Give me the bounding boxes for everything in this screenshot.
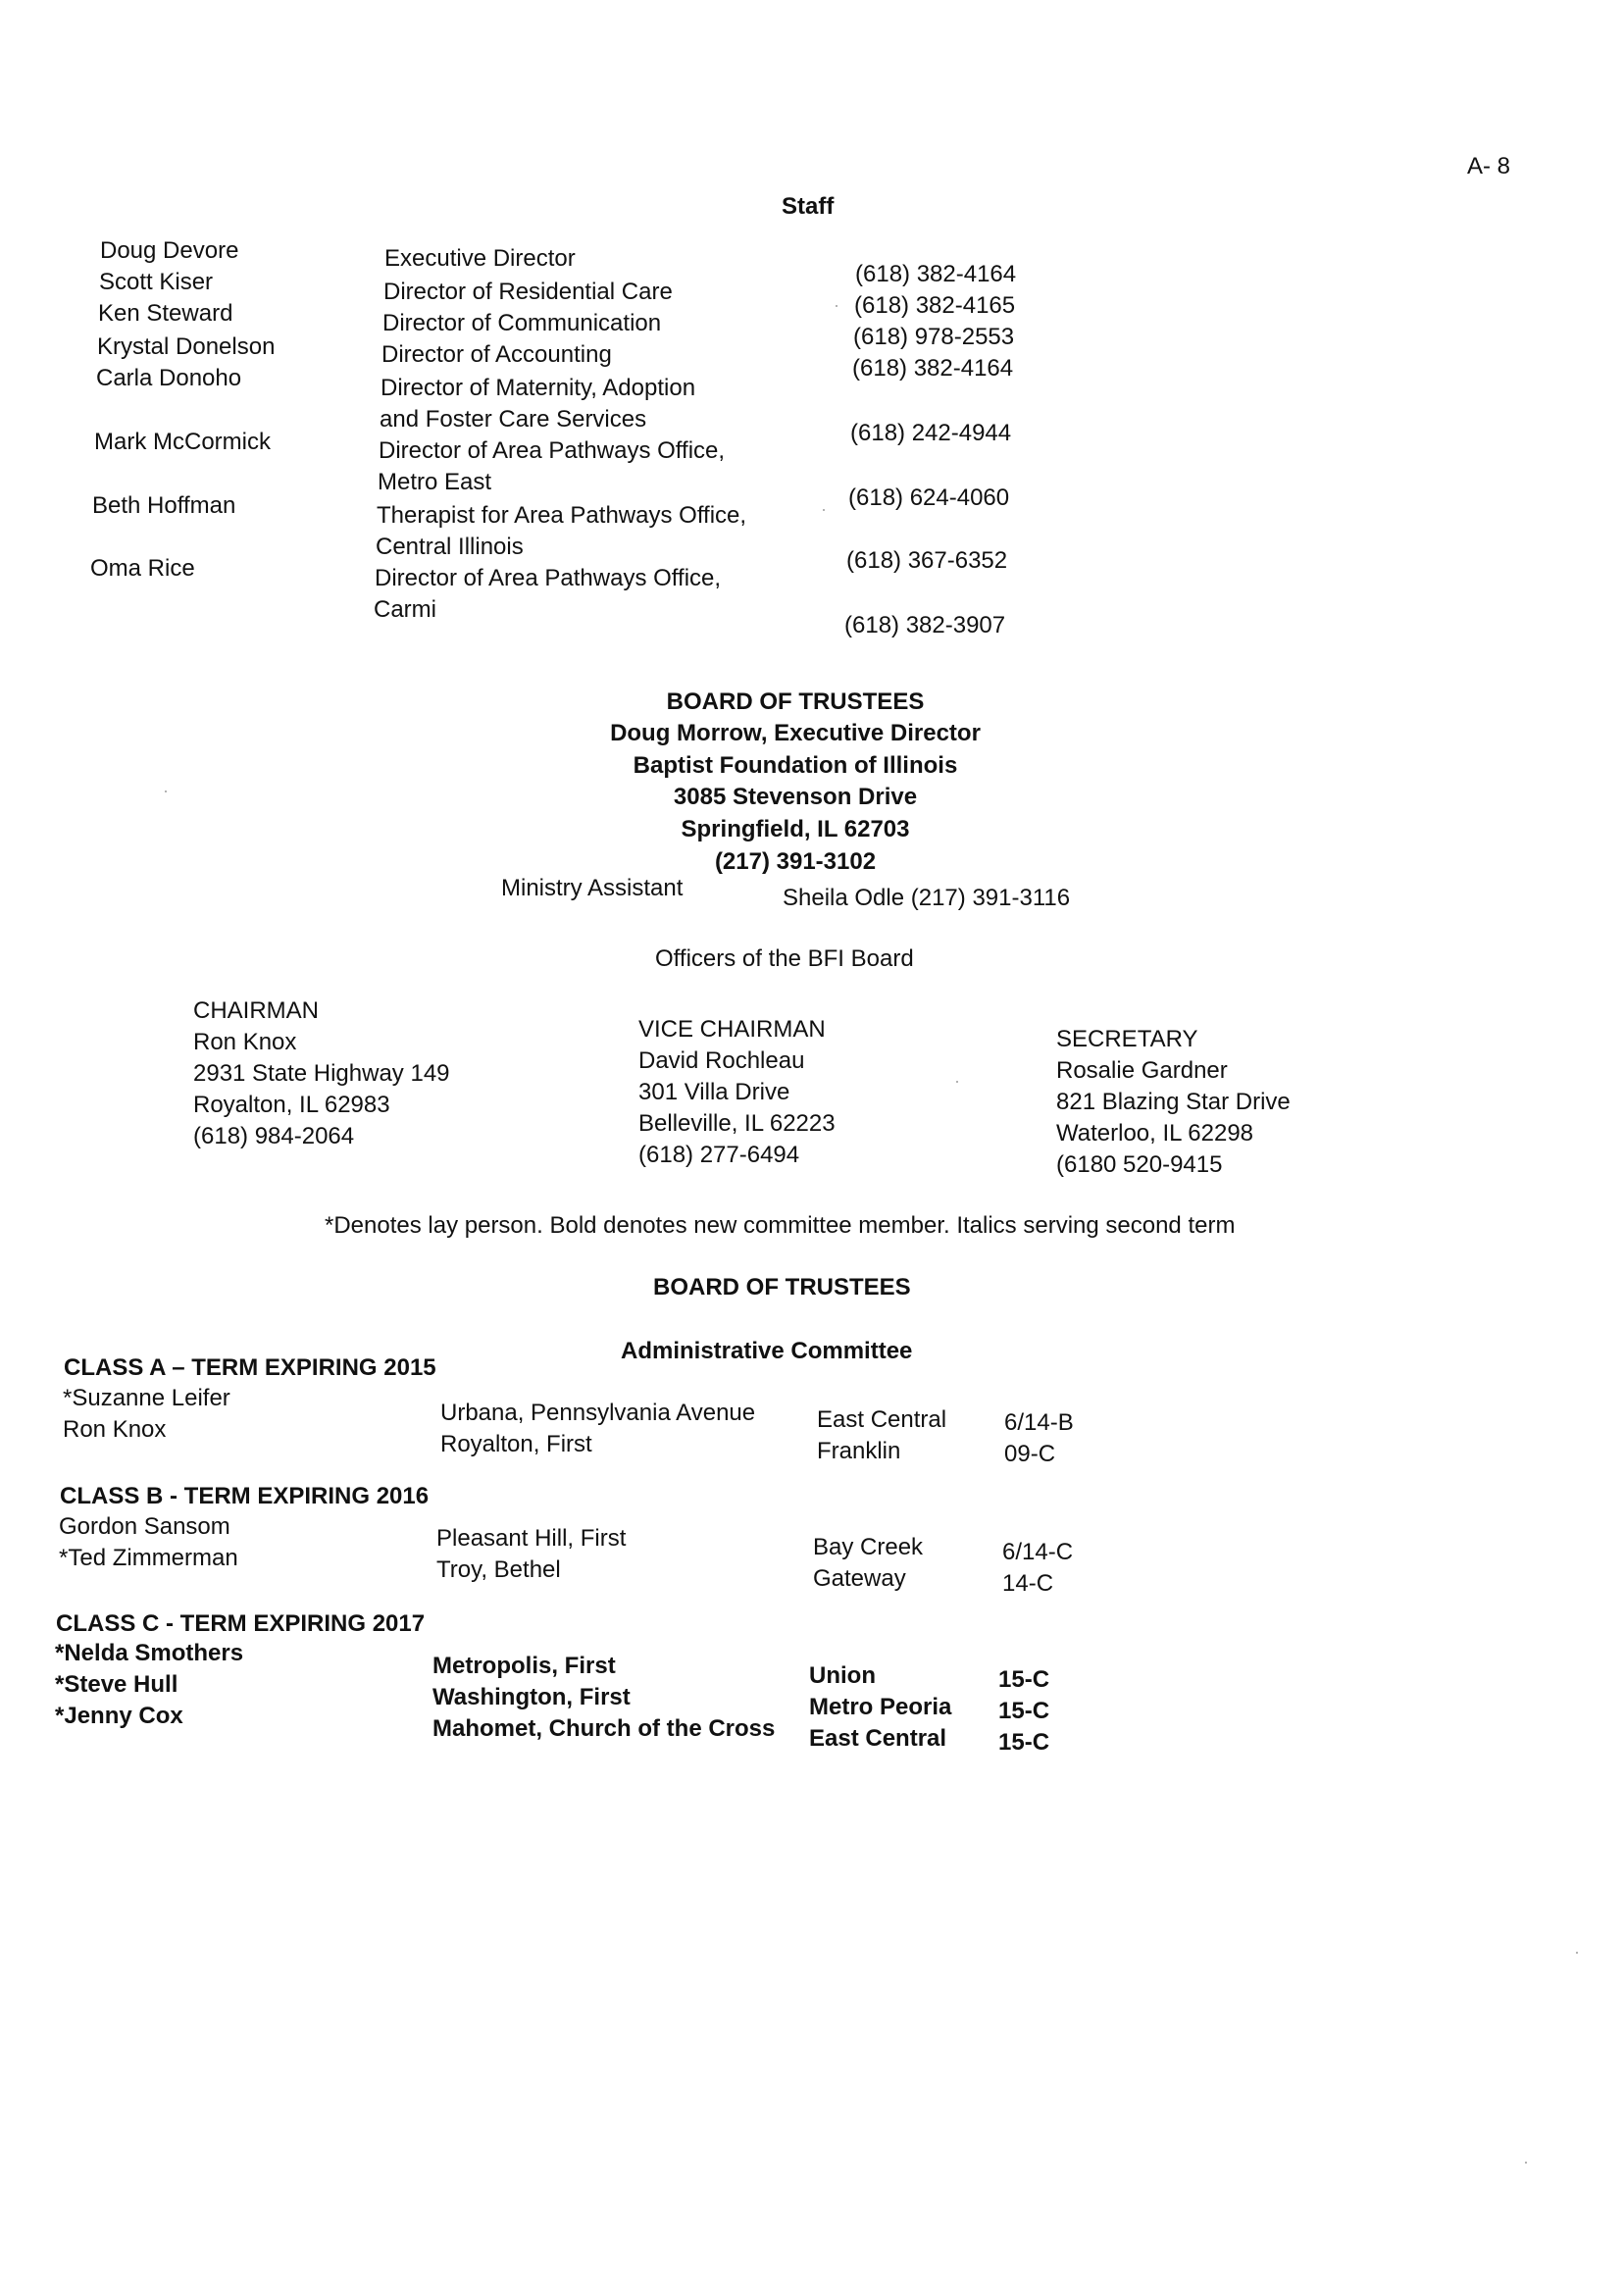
assistant-label: Ministry Assistant (501, 875, 684, 901)
page-number: A- 8 (1467, 153, 1511, 179)
staff-title: Executive Director (384, 245, 576, 272)
staff-name: Ken Steward (98, 300, 233, 327)
trustee-code: 15-C (998, 1729, 1050, 1756)
chairman-name: Ron Knox (193, 1029, 297, 1055)
staff-title: Director of Communication (382, 310, 662, 336)
trustee-association: Union (809, 1662, 876, 1689)
staff-heading: Staff (782, 193, 835, 220)
secretary-city: Waterloo, IL 62298 (1056, 1120, 1254, 1147)
scan-speck (165, 790, 167, 792)
class-c-names (55, 1638, 243, 1732)
secretary-street: 821 Blazing Star Drive (1056, 1089, 1291, 1115)
trustee-code: 15-C (998, 1666, 1050, 1693)
trustee-association: Gateway (813, 1565, 906, 1592)
trustee-name: *Nelda Smothers (55, 1640, 244, 1666)
trustee-association: East Central (817, 1406, 947, 1433)
staff-title: Central Illinois (376, 534, 524, 560)
trustee-church: Washington, First (432, 1684, 631, 1710)
staff-name: Krystal Donelson (97, 333, 276, 360)
vice-chairman-city: Belleville, IL 62223 (638, 1110, 836, 1137)
trustee-code: 6/14-C (1002, 1539, 1074, 1565)
director-line: Doug Morrow, Executive Director (610, 720, 981, 746)
class-b-names (59, 1511, 238, 1574)
trustee-name: *Steve Hull (55, 1671, 178, 1698)
staff-phone: (618) 978-2553 (853, 324, 1015, 350)
street-address: 3085 Stevenson Drive (673, 784, 918, 810)
vice-chairman-street: 301 Villa Drive (638, 1079, 790, 1105)
chairman-block (193, 995, 450, 1152)
secretary-name: Rosalie Gardner (1056, 1057, 1228, 1084)
staff-name: Doug Devore (100, 237, 239, 264)
scan-speck (836, 305, 837, 307)
main-phone: (217) 391-3102 (714, 848, 877, 875)
class-a-title: CLASS A – TERM EXPIRING 2015 (64, 1354, 436, 1381)
vice-chairman-block (638, 1014, 836, 1171)
trustee-code: 15-C (998, 1698, 1050, 1724)
officers-heading: Officers of the BFI Board (655, 945, 914, 972)
staff-name: Beth Hoffman (92, 492, 236, 519)
staff-title: Therapist for Area Pathways Office, (377, 502, 747, 529)
secretary-block (1056, 1024, 1291, 1181)
staff-title: and Foster Care Services (380, 406, 647, 433)
class-c-churches (432, 1651, 775, 1745)
staff-name: Carla Donoho (96, 365, 242, 391)
trustee-code: 6/14-B (1004, 1409, 1074, 1436)
staff-name: Oma Rice (90, 555, 195, 582)
chairman-phone: (618) 984-2064 (193, 1123, 355, 1149)
staff-name: Scott Kiser (99, 269, 214, 295)
scan-speck (956, 1081, 958, 1083)
trustee-church: Metropolis, First (432, 1653, 616, 1679)
staff-title: Director of Area Pathways Office, (375, 565, 722, 591)
assistant-value: Sheila Odle (217) 391-3116 (783, 885, 1071, 911)
org-name: Baptist Foundation of Illinois (633, 752, 958, 779)
staff-title: Director of Maternity, Adoption (381, 375, 696, 401)
class-a-codes (1004, 1407, 1074, 1470)
class-c-title: CLASS C - TERM EXPIRING 2017 (56, 1610, 426, 1637)
staff-phone: (618) 242-4944 (850, 420, 1012, 446)
staff-phone: (618) 382-3907 (844, 612, 1006, 638)
staff-title: Director of Residential Care (383, 279, 673, 305)
staff-title: Metro East (378, 469, 492, 495)
staff-title: Director of Accounting (381, 341, 612, 368)
committee-heading: Administrative Committee (621, 1338, 913, 1364)
vice-chairman-phone: (618) 277-6494 (638, 1142, 800, 1168)
trustee-name: *Ted Zimmerman (59, 1545, 238, 1571)
trustee-church: Troy, Bethel (436, 1556, 561, 1583)
vice-chairman-name: David Rochleau (638, 1047, 805, 1074)
trustee-association: Bay Creek (813, 1534, 924, 1560)
trustee-association: Metro Peoria (809, 1694, 952, 1720)
class-b-churches (436, 1523, 626, 1586)
staff-phone: (618) 624-4060 (848, 484, 1010, 511)
class-b-title: CLASS B - TERM EXPIRING 2016 (60, 1483, 430, 1509)
class-b-codes (1002, 1537, 1073, 1600)
trustee-church: Mahomet, Church of the Cross (432, 1715, 776, 1742)
staff-phone: (618) 382-4164 (852, 355, 1014, 382)
scan-speck (1576, 1952, 1578, 1954)
trustee-church: Royalton, First (440, 1431, 592, 1457)
class-c-associations (809, 1660, 951, 1755)
scan-speck (823, 509, 825, 511)
trustee-name: Gordon Sansom (59, 1513, 230, 1540)
class-a-names (63, 1383, 230, 1446)
chairman-city: Royalton, IL 62983 (193, 1092, 390, 1118)
trustee-association: East Central (809, 1725, 947, 1752)
trustee-code: 09-C (1004, 1441, 1056, 1467)
scan-speck (1525, 2162, 1527, 2164)
chairman-street: 2931 State Highway 149 (193, 1060, 450, 1087)
board-title: BOARD OF TRUSTEES (666, 688, 925, 715)
trustee-association: Franklin (817, 1438, 901, 1464)
secretary-phone: (6180 520-9415 (1056, 1151, 1223, 1178)
trustee-name: *Suzanne Leifer (63, 1385, 230, 1411)
trustee-church: Urbana, Pennsylvania Avenue (440, 1400, 756, 1426)
trustees-heading: BOARD OF TRUSTEES (653, 1274, 911, 1300)
staff-title: Director of Area Pathways Office, (379, 437, 726, 464)
trustee-code: 14-C (1002, 1570, 1054, 1597)
secretary-role: SECRETARY (1056, 1026, 1198, 1052)
city-state-zip: Springfield, IL 62703 (681, 816, 910, 842)
class-c-codes (998, 1664, 1049, 1759)
class-a-associations (817, 1404, 946, 1467)
staff-name: Mark McCormick (94, 429, 271, 455)
legend-note: *Denotes lay person. Bold denotes new committee member. Italics serving second term (325, 1212, 1236, 1239)
class-b-associations (813, 1532, 923, 1595)
vice-chairman-role: VICE CHAIRMAN (638, 1016, 826, 1043)
chairman-role: CHAIRMAN (193, 997, 320, 1024)
trustee-name: Ron Knox (63, 1416, 167, 1443)
staff-phone: (618) 382-4164 (855, 261, 1017, 287)
trustee-name: *Jenny Cox (55, 1703, 183, 1729)
staff-phone: (618) 367-6352 (846, 547, 1008, 574)
staff-title: Carmi (374, 596, 436, 623)
staff-phone: (618) 382-4165 (854, 292, 1016, 319)
trustee-church: Pleasant Hill, First (436, 1525, 627, 1552)
class-a-churches (440, 1398, 755, 1460)
